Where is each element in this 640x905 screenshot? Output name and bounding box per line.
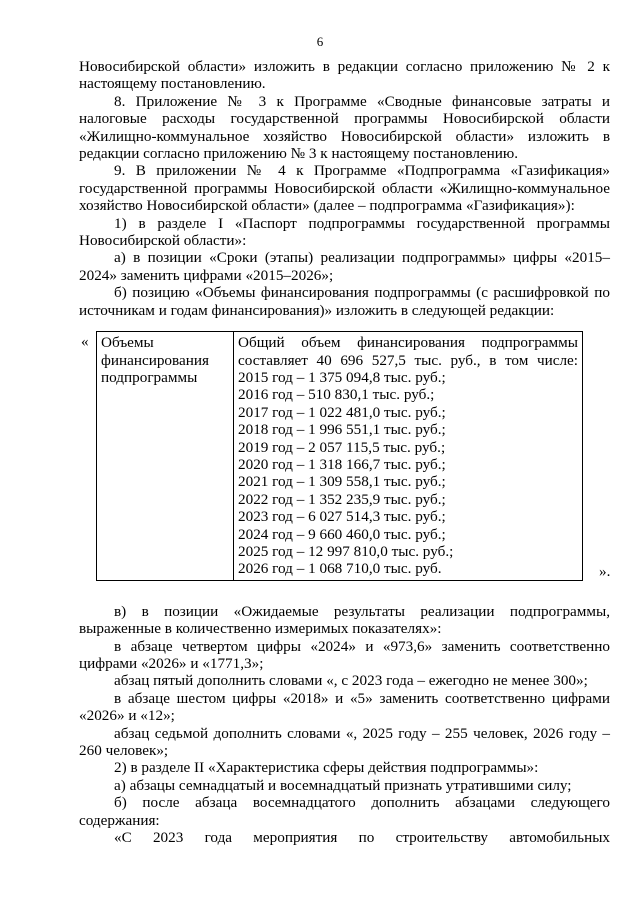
year-line: 2021 год – 1 309 558,1 тыс. руб.; [238,473,446,491]
paragraph: б) позицию «Объемы финансирования подпрограммы (с расшифровкой по источникам и годам финансирования)» изложить в следующей редакции: [79,284,610,319]
financing-intro: Общий объем финансирования подпрограммы составляет 40 696 527,5 тыс. руб., в том числе: [238,334,578,369]
paragraph: 1) в разделе I «Паспорт подпрограммы государственной программы Новосибирской области»: [79,214,610,250]
paragraph: в) в позиции «Ожидаемые результаты реализации подпрограммы, выраженные в количественно измеримых показателях»: [79,602,610,638]
year-line: 2019 год – 2 057 115,5 тыс. руб.; [238,438,446,456]
table-label-cell: Объемы финансирования подпрограммы [97,332,234,581]
year-line: 2015 год – 1 375 094,8 тыс. руб.; [238,368,446,386]
page-number: 6 [316,34,324,49]
table-row [97,332,583,581]
paragraph: в абзаце четвертом цифры «2024» и «973,6» заменить соответственно цифрами «2026» и «1771,3»; [79,637,610,672]
paragraph: абзац пятый дополнить словами «, с 2023 года – ежегодно не менее 300»; [114,672,588,690]
paragraph: Новосибирской области» изложить в редакции согласно приложению № 2 к настоящему постановлению. [79,58,610,93]
paragraph: 9. В приложении № 4 к Программе «Подпрограмма «Газификация» государственной программы Новосибирской области «Жилищно-коммунальное хозяйство Новосибирской области» (далее – подпрограмма «Газификация»): [79,162,610,215]
year-line: 2023 год – 6 027 514,3 тыс. руб.; [238,508,446,526]
paragraph: 8. Приложение № 3 к Программе «Сводные финансовые затраты и налоговые расходы государственной программы Новосибирской области «Жилищно-коммунальное хозяйство Новосибирской области» изложить в редакции согласно приложению № 3 к настоящему постановлению. [79,92,610,163]
close-quote: ». [599,563,611,581]
year-line: 2024 год – 9 660 460,0 тыс. руб.; [238,525,446,543]
year-line: 2022 год – 1 352 235,9 тыс. руб.; [238,490,446,508]
paragraph: а) абзацы семнадцатый и восемнадцатый признать утратившими силу; [114,776,572,794]
open-quote: « [81,333,89,351]
year-line: 2026 год – 1 068 710,0 тыс. руб. [238,560,442,578]
year-line: 2016 год – 510 830,1 тыс. руб.; [238,386,435,404]
paragraph: в абзаце шестом цифры «2018» и «5» заменить соответственно цифрами «2026» и «12»; [79,689,610,725]
year-line: 2018 год – 1 996 551,1 тыс. руб.; [238,421,446,439]
table-value-cell [234,332,583,581]
year-line: 2017 год – 1 022 481,0 тыс. руб.; [238,403,446,421]
year-line: 2025 год – 12 997 810,0 тыс. руб.; [238,542,454,560]
paragraph: б) после абзаца восемнадцатого дополнить абзацами следующего содержания: [79,794,610,829]
document-body [79,58,610,846]
financing-table-block [79,331,610,581]
paragraph: «С 2023 года мероприятия по строительству автомобильных [114,829,610,847]
year-line: 2020 год – 1 318 166,7 тыс. руб.; [238,455,446,473]
paragraph: 2) в разделе II «Характеристика сферы действия подпрограммы»: [114,759,539,777]
financing-table [96,331,583,581]
paragraph: абзац седьмой дополнить словами «, 2025 году – 255 человек, 2026 году – 260 человек»; [79,724,610,760]
paragraph: а) в позиции «Сроки (этапы) реализации подпрограммы» цифры «2015–2024» заменить цифрами «2015–2026»; [79,249,610,284]
